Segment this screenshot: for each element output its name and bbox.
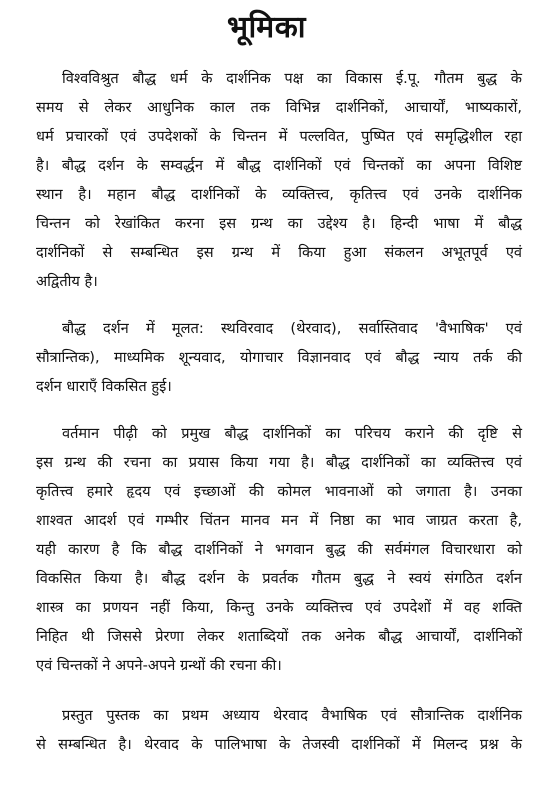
paragraph-3-line-9: एवं चिन्तकों ने अपने-अपने ग्रन्थों की रचना की।: [36, 657, 282, 674]
paragraph-3-line-2: इस ग्रन्थ की रचना का प्रयास किया गया है। बौद्ध दार्शनिकों का व्यक्तित्त्व एवं: [36, 454, 522, 471]
paragraph-1-line-6: चिन्तन को रेखांकित करना इस ग्रन्थ का उद्देश्य है। हिन्दी भाषा में बौद्ध: [36, 215, 522, 232]
paragraph-3-line-3: कृतित्त्व हमारे हृदय एवं इच्छाओं की कोमल भावनाओं को जगाता है। उनका: [36, 483, 522, 500]
paragraph-3-line-5: यही कारण है कि बौद्ध दार्शनिकों ने भगवान बुद्ध की सर्वमंगल विचारधारा को: [36, 541, 522, 558]
paragraph-3-line-4: शाश्वत आदर्श एवं गम्भीर चिंतन मानव मन में निष्ठा का भाव जाग्रत करता है,: [36, 512, 522, 529]
paragraph-3-line-8: निहित थी जिससे प्रेरणा लेकर शताब्दियों तक अनेक बौद्ध आचार्यों, दार्शनिकों: [36, 628, 522, 645]
paragraph-2-line-1: बौद्ध दर्शन में मूलत: स्थविरवाद (थेरवाद), सर्वास्तिवाद 'वैभाषिक' एवं: [62, 320, 522, 337]
paragraph-3-line-1: वर्तमान पीढ़ी को प्रमुख बौद्ध दार्शनिकों का परिचय कराने की दृष्टि से: [62, 425, 522, 442]
paragraph-1-line-1: विश्वविश्रुत बौद्ध धर्म के दार्शनिक पक्ष का विकास ई.पू. गौतम बुद्ध के: [62, 70, 522, 87]
paragraph-3-line-6: विकसित किया है। बौद्ध दर्शन के प्रवर्तक गौतम बुद्ध ने स्वयं संगठित दर्शन: [36, 570, 522, 587]
paragraph-2-line-2: सौत्रान्तिक), माध्यमिक शून्यवाद, योगाचार विज्ञानवाद एवं बौद्ध न्याय तर्क की: [36, 349, 522, 366]
page-title: भूमिका: [226, 10, 307, 45]
paragraph-1-line-7: दार्शनिकों से सम्बन्धित इस ग्रन्थ में किया हुआ संकलन अभूतपूर्व एवं: [36, 244, 522, 261]
paragraph-1-line-3: धर्म प्रचारकों एवं उपदेशकों के चिन्तन में पल्लवित, पुष्पित एवं समृद्धिशील रहा: [36, 128, 522, 145]
paragraph-4-line-1: प्रस्तुत पुस्तक का प्रथम अध्याय थेरवाद वैभाषिक एवं सौत्रान्तिक दार्शनिक: [62, 707, 522, 724]
paragraph-1-line-5: स्थान है। महान बौद्ध दार्शनिकों के व्यक्तित्त्व, कृतित्त्व एवं उनके दार्शनिक: [36, 186, 522, 203]
paragraph-3-line-7: शास्त्र का प्रणयन नहीं किया, किन्तु उनके व्यक्तित्त्व एवं उपदेशों में वह शक्ति: [36, 599, 522, 616]
paragraph-1-line-4: है। बौद्ध दर्शन के सम्वर्द्धन में बौद्ध दार्शनिकों एवं चिन्तकों का अपना विशिष्ट: [36, 157, 522, 174]
paragraph-2-line-3: दर्शन धाराएँ विकसित हुई।: [36, 378, 172, 395]
paragraph-1-line-2: समय से लेकर आधुनिक काल तक विभिन्न दार्शनिकों, आचार्यों, भाष्यकारों,: [36, 99, 522, 116]
paragraph-1-line-8: अद्वितीय है।: [36, 273, 98, 290]
paragraph-4-line-2: से सम्बन्धित है। थेरवाद के पालिभाषा के तेजस्वी दार्शनिकों में मिलन्द प्रश्न के: [36, 736, 522, 753]
